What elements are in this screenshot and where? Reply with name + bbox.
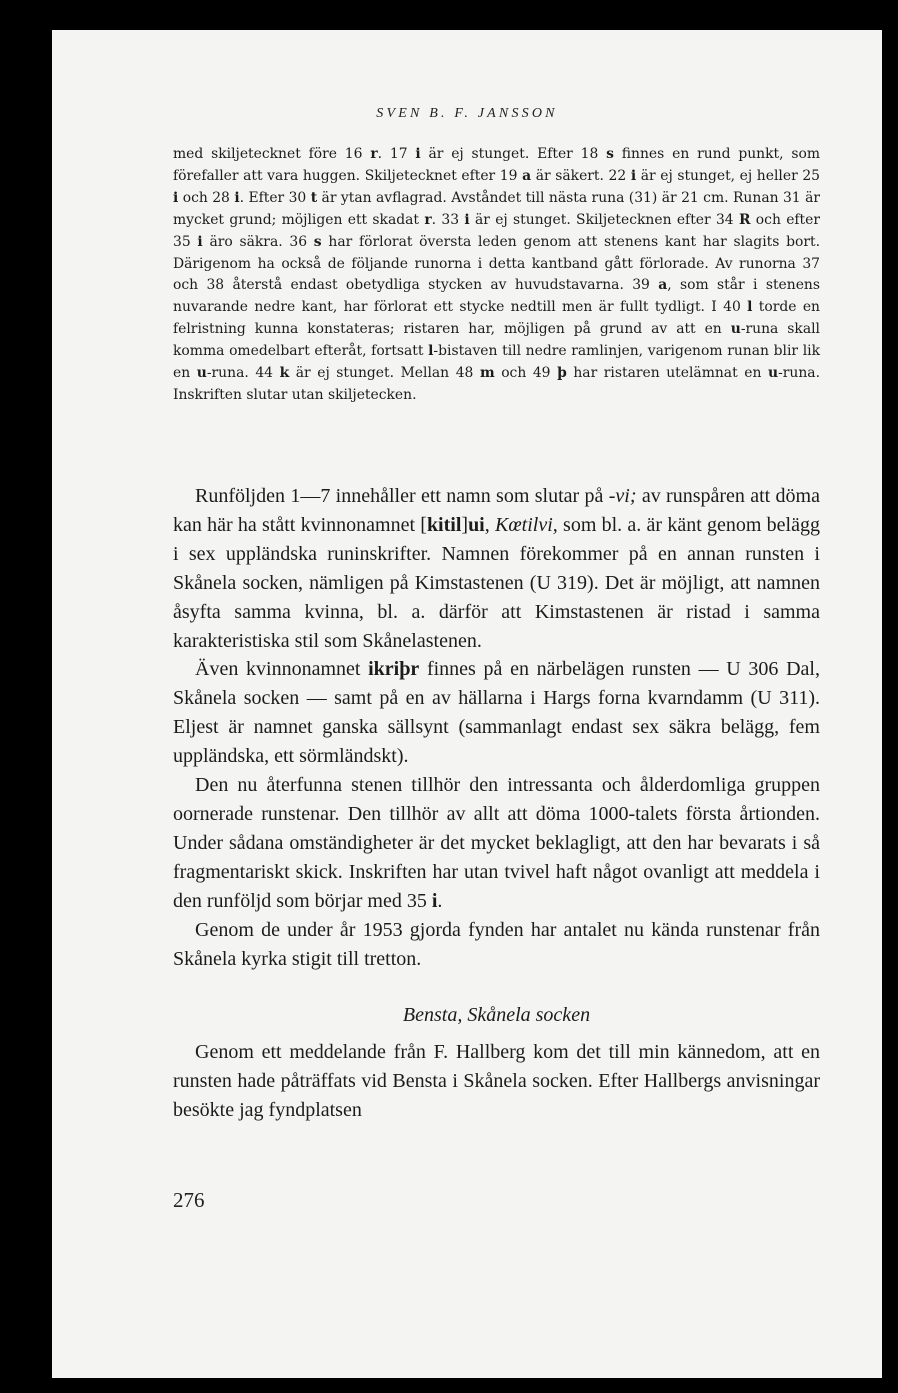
page-number: 276: [173, 1188, 205, 1212]
notes-text: med skiljetecknet före 16 r. 17 i är ej stunget. Efter 18 s finnes en rund punkt, som förefaller att vara huggen. Skiljetecknet efter 19 a är säkert. 22 i är ej stunget, ej heller 25 i och 28 i. Efter 30 t är ytan avflagrad. Avståndet till nästa runa (31) är 21 cm. Runan 31 är mycket grund; möjligen ett skadat r. 33 i är ej stunget. Skiljetecknen efter 34 R och efter 35 i äro säkra. 36 s har förlorat översta leden genom att stenens kant har slagits bort. Därigenom ha också de följande runorna i detta kantband gått förlorade. Av runorna 37 och 38 återstå endast obetydliga stycken av huvudstavarna. 39 a, som står i stenens nuvarande nedre kant, har förlorat ett stycke nedtill men är fullt tydligt. I 40 l torde en felristning kunna konstateras; ristaren har, möjligen på grund av att en u-runa skall komma omedelbart efteråt, fortsatt l-bistaven till nedre ramlinjen, varigenom runan blir lik en u-runa. 44 k är ej stunget. Mellan 48 m och 49 þ har ristaren utelämnat en u-runa. Inskriften slutar utan skiljetecken.: [173, 146, 821, 403]
paragraph-1: Runföljden 1—7 innehåller ett namn som slutar på -vi; av runspåren att döma kan här ha stått kvinnonamnet [kitil]ui, Kœtilvi, som bl. a. är känt genom belägg i sex uppländska runinskrifter. Namnen förekommer på en annan runsten i Skånela socken, nämligen på Kimstastenen (U 319). Det är möjligt, att namnen åsyfta samma kvinna, bl. a. därför att Kimstastenen är ristad i samma karakteristiska stil som Skånelastenen.: [173, 485, 820, 652]
section-subheading: Bensta, Skånela socken: [402, 1004, 591, 1027]
paragraph-4: Genom de under år 1953 gjorda fynden har antalet nu kända runstenar från Skånela kyrka stigit till tretton.: [173, 918, 820, 970]
book-page: [52, 30, 882, 1378]
running-header: SVEN B. F. JANSSON: [376, 106, 558, 121]
paragraph-5: Genom ett meddelande från F. Hallberg kom det till min kännedom, att en runsten hade påträffats vid Bensta i Skånela socken. Efter Hallbergs anvisningar besökte jag fyndplatsen: [173, 1041, 820, 1122]
paragraph-2: Även kvinnonamnet ikriþr finnes på en närbelägen runsten — U 306 Dal, Skånela socken — samt på en av hällarna i Hargs forna kvarndamm (U 311). Eljest är namnet ganska sällsynt (sammanlagt endast sex säkra belägg, fem uppländska, ett sörmländskt).: [173, 658, 820, 768]
main-text: [173, 482, 820, 1125]
paragraph-3: Den nu återfunna stenen tillhör den intressanta och ålderdomliga gruppen oornerade runstenar. Den tillhör av allt att döma 1000-talets första årtionden. Under sådana omständigheter är det mycket beklagligt, att den har bevarats i så fragmentariskt skick. Inskriften har utan tvivel haft något ovanligt att meddela i den runföljd som börjar med 35 i.: [173, 774, 820, 912]
notes-paragraph: [173, 144, 820, 407]
